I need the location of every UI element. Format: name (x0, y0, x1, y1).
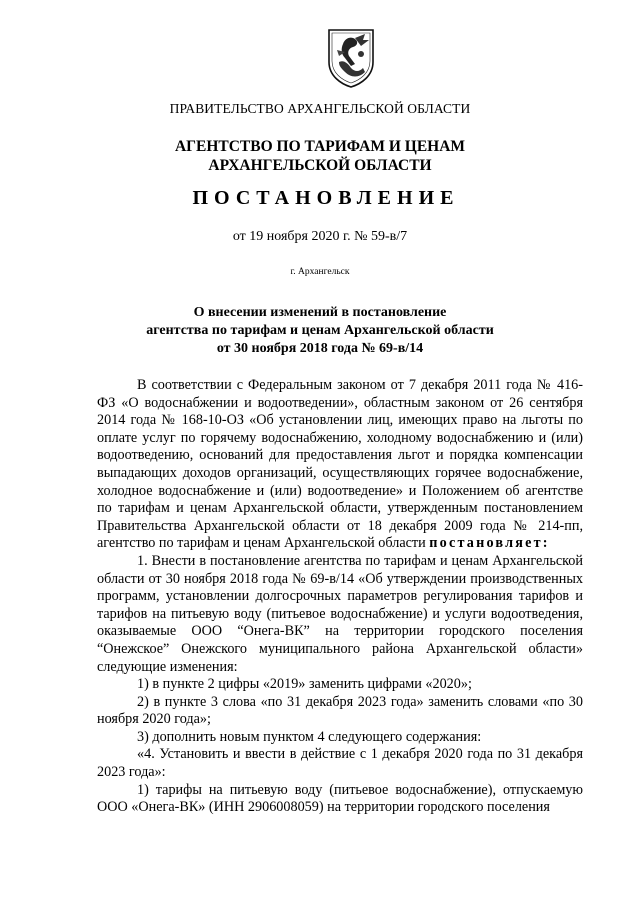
body-paragraph-3: 2) в пункте 3 слова «по 31 декабря 2023 года» заменить словами «по 30 ноября 2020 года»; (97, 693, 583, 728)
document-type-title: ПОСТАНОВЛЕНИЕ (192, 187, 460, 209)
preamble-text: В соответствии с Федеральным законом от 7 декабря 2011 года № 416-ФЗ «О водоснабжении и водоотведении», областным законом от 26 сентября 2014 года № 168-10-ОЗ «Об установлении лиц, имеющих право на льготы по оплате услуг по горячему водоснабжению, холодному водоснабжению и (или) водоотведению, оснований для предоставления льгот и порядка компенсации выпадающих доходов организаций, осуществляющих горячее водоснабжение, холодное водоснабжение и (или) водоотведение» и Положением об агентстве по тарифам и ценам Архангельской области, утвержденным постановлением Правительства Архангельской области от 18 декабря 2009 года № 214-пп, агентство по тарифам и ценам Архангельской области (97, 377, 583, 552)
body-paragraph-6: 1) тарифы на питьевую воду (питьевое водоснабжение), отпускаемую ООО «Онега-ВК» (ИНН 2906008059) на территории городского поселения (97, 781, 583, 816)
agency-name (0, 137, 640, 175)
document-date-number: от 19 ноября 2020 г. № 59-в/7 (232, 229, 408, 244)
subject-line-1: О внесении изменений в постановление (193, 305, 447, 320)
body-paragraph-2: 1) в пункте 2 цифры «2019» заменить цифрами «2020»; (137, 676, 472, 693)
body-paragraph-1: 1. Внести в постановление агентства по тарифам и ценам Архангельской области от 30 ноября 2018 года № 69-в/14 «Об утверждении производственных программ, установлении долгосрочных параметров регулирования тарифов и тарифов на питьевую воду (питьевое водоснабжение) и услуги водоотведения, оказываемые ООО “Онега-ВК” на территории городского поселения “Онежское” Онежского муниципального района Архангельской области» следующие изменения: (97, 552, 583, 675)
document-body (97, 377, 583, 817)
document-subject (0, 304, 640, 358)
subject-line-2: агентства по тарифам и ценам Архангельской области (146, 323, 494, 338)
document-city: г. Архангельск (290, 267, 350, 277)
decree-word: постановляет: (429, 535, 550, 552)
coat-of-arms-emblem (325, 26, 377, 88)
subject-line-3: от 30 ноября 2018 года № 69-в/14 (216, 341, 424, 356)
body-paragraph-4: 3) дополнить новым пунктом 4 следующего содержания: (137, 728, 482, 745)
government-name: ПРАВИТЕЛЬСТВО АРХАНГЕЛЬСКОЙ ОБЛАСТИ (169, 101, 471, 116)
body-paragraph-preamble (97, 377, 583, 553)
agency-name-line-1: АГЕНТСТВО ПО ТАРИФАМ И ЦЕНАМ (174, 138, 466, 155)
body-paragraph-5: «4. Установить и ввести в действие с 1 декабря 2020 года по 31 декабря 2023 года»: (97, 746, 583, 781)
agency-name-line-2: АРХАНГЕЛЬСКОЙ ОБЛАСТИ (208, 157, 432, 174)
